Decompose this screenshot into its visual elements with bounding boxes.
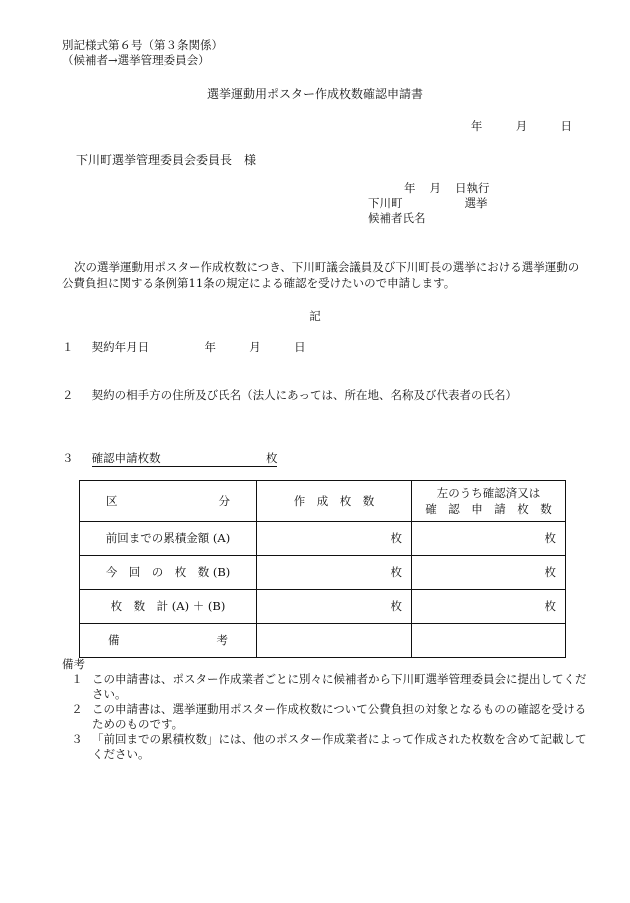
row-label: 枚 数 計 (A) ＋ (B): [80, 590, 257, 624]
exec-year-label: 年: [404, 181, 416, 195]
row-label: 今 回 の 枚 数 (B): [80, 556, 257, 590]
item-contract-date: [62, 339, 306, 355]
requested-count-field: [92, 451, 278, 467]
date-month-label: 月: [515, 119, 528, 133]
header-confirmed-count: [412, 481, 566, 522]
exec-election-label: 選挙: [464, 196, 488, 210]
exec-town-label: 下川町: [368, 196, 403, 210]
ki-heading: 記: [309, 309, 321, 323]
item-label: 契約の相手方の住所及び氏名（法人にあっては、所在地、名称及び代表者の氏名）: [91, 388, 518, 402]
note-number: ３: [71, 732, 83, 746]
notes-title: 備考: [62, 657, 85, 671]
notes-block: [62, 657, 592, 762]
note-number: ２: [71, 702, 83, 716]
table-row: [80, 522, 566, 556]
created-count-cell: 枚: [257, 522, 412, 556]
header-created-count: 作 成 枚 数: [257, 481, 412, 522]
header-confirmed-line2: 確 認 申 請 枚 数: [425, 502, 552, 516]
remarks-cell: [257, 624, 412, 658]
note-item: [62, 702, 592, 732]
table-row-remarks: [80, 624, 566, 658]
note-text: 「前回までの累積枚数」には、他のポスター作成業者によって作成された枚数を含めて記載してください。: [92, 732, 587, 761]
contract-year-label: 年: [204, 340, 216, 354]
header-confirmed-line1: 左のうち確認済又は: [436, 485, 541, 500]
date-line: [471, 118, 572, 134]
note-text: この申請書は、選挙運動用ポスター作成枚数について公費負担の対象となるものの確認を受けるためのものです。: [92, 702, 587, 731]
addressee: 下川町選挙管理委員会委員長 様: [76, 153, 257, 167]
exec-month-label: 月: [429, 181, 441, 195]
item-number: ３: [62, 451, 74, 465]
item-contractor: [62, 387, 517, 403]
date-day-label: 日: [560, 119, 572, 133]
header-category-b: 分: [218, 493, 230, 508]
body-text: 次の選挙運動用ポスター作成枚数につき、下川町議会議員及び下川町長の選挙における選挙運動の公費負担に関する条例第11条の規定による確認を受けたいので申請します。: [62, 260, 580, 290]
execution-block: [368, 181, 490, 226]
table-header-row: [80, 481, 566, 522]
exec-day-label: 日執行: [455, 181, 490, 195]
confirmed-count-cell: 枚: [412, 590, 566, 624]
remarks-cell: [412, 624, 566, 658]
form-number: 別記様式第６号（第３条関係）: [62, 38, 223, 52]
note-item: [62, 732, 592, 762]
created-count-cell: 枚: [257, 590, 412, 624]
table-row: [80, 556, 566, 590]
table-row: [80, 590, 566, 624]
note-number: １: [71, 672, 83, 686]
row-label: 前回までの累積金額 (A): [80, 522, 257, 556]
form-number-block: [62, 38, 223, 68]
form-route: （候補者→選挙管理委員会）: [62, 53, 210, 67]
item-number: ２: [62, 388, 74, 402]
poster-count-table: [79, 480, 566, 658]
note-text: この申請書は、ポスター作成業者ごとに別々に候補者から下川町選挙管理委員会に提出してください。: [92, 672, 587, 701]
remarks-label-a: 備: [108, 633, 120, 648]
item-number: １: [62, 340, 74, 354]
document-title: 選挙運動用ポスター作成枚数確認申請書: [206, 87, 423, 101]
contract-month-label: 月: [249, 340, 261, 354]
header-category-a: 区: [106, 493, 118, 508]
date-year-label: 年: [470, 119, 483, 133]
confirmed-count-cell: 枚: [412, 556, 566, 590]
created-count-cell: 枚: [257, 556, 412, 590]
item-label: 契約年月日: [91, 340, 150, 354]
note-item: [62, 672, 592, 702]
remarks-label-b: 考: [216, 633, 228, 648]
contract-day-label: 日: [294, 340, 306, 354]
requested-count-unit: 枚: [265, 451, 278, 465]
header-category: [80, 481, 257, 522]
candidate-name-label: 候補者氏名: [368, 211, 426, 225]
item-label: 確認申請枚数: [91, 451, 161, 465]
remarks-label: [80, 624, 257, 658]
confirmed-count-cell: 枚: [412, 522, 566, 556]
item-requested-count: [62, 450, 277, 466]
